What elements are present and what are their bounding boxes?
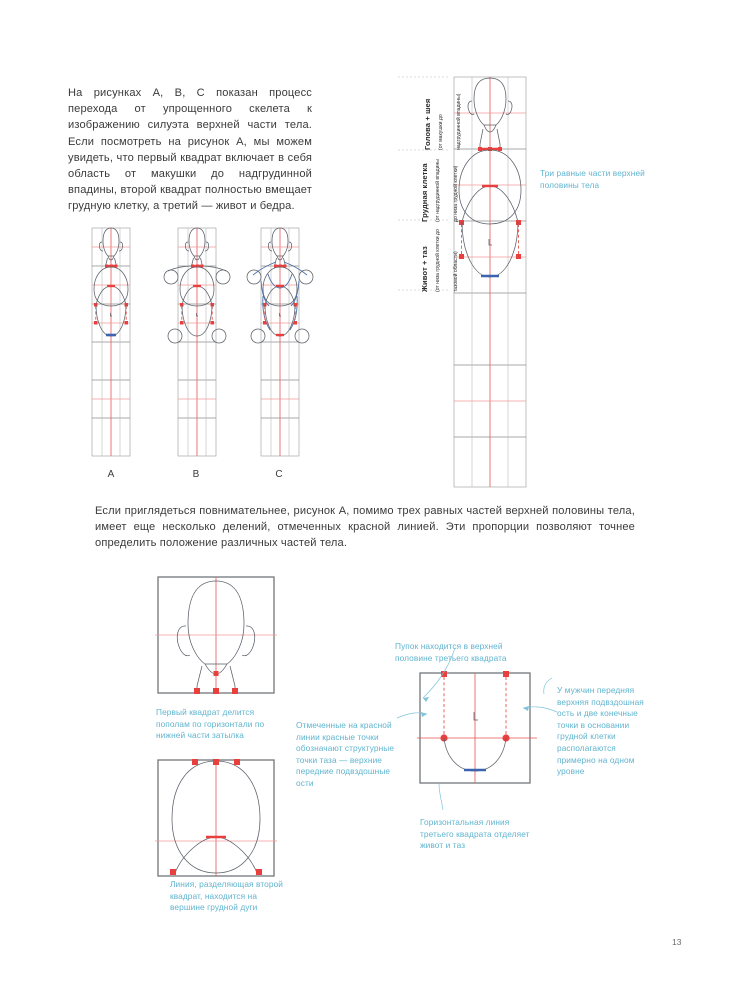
segment-subtitle: (от макушки до надгрудинной впадины) <box>438 93 462 150</box>
figure-a <box>78 226 144 474</box>
ribcage-square-figure <box>155 757 277 883</box>
segment-subtitle: (от надгрудинной впадины до низа грудной клетки) <box>435 159 459 222</box>
segment-subtitle: (от низа грудной клетки до тазовой области) <box>435 229 459 292</box>
segment-title: Грудная клетка <box>420 163 429 222</box>
segment-title: Живот + таз <box>420 246 429 292</box>
note-male-iliac: У мужчин передняя верхняя подвздошная ость и две конечные точки в основании грудной клетки располагаются примерно на одном уровне <box>557 685 644 777</box>
figure-letter-a: A <box>107 469 115 480</box>
segment-sublabel-head-neck <box>429 82 465 150</box>
figure-b <box>160 226 234 474</box>
segment-sublabel-ribcage <box>426 154 462 222</box>
note-navel: Пупок находится в верхней половине третьего квадрата <box>395 641 507 663</box>
middle-paragraph: Если приглядеться повнимательнее, рисунок А, помимо трех равных частей верхней половины тела, имеет еще несколько делений, отмеченных красной линией. Эти пропорции позволяют точнее определить положение различных частей тела. <box>95 505 635 550</box>
figure-letter-b: B <box>192 469 200 480</box>
ribcage-square-svg <box>155 757 277 883</box>
figure-a-svg <box>78 226 144 474</box>
segment-title: Голова + шея <box>423 98 432 150</box>
note-three-equal-parts: Три равные части верхней половины тела <box>540 168 645 190</box>
note-red-points: Отмеченные на красной линии красные точки обозначают структурные точки таза — верхние передние подвздошные ости <box>296 720 395 788</box>
page-number: 13 <box>672 937 682 947</box>
figure-letter-c: C <box>275 469 283 480</box>
note-first-square: Первый квадрат делится пополам по горизонтали по нижней части затылка <box>156 707 265 741</box>
figure-b-svg <box>160 226 234 474</box>
note-horizontal-line: Горизонтальная линия третьего квадрата отделяет живот и таз <box>420 817 530 851</box>
head-square-figure <box>155 574 277 702</box>
head-square-svg <box>155 574 277 702</box>
segment-sublabel-abdomen-pelvis <box>426 228 462 292</box>
figure-c <box>243 226 317 474</box>
intro-paragraph: На рисунках А, В, С показан процесс перехода от упрощенного скелета к изображению силуэта верхней части тела. Если посмотреть на рисунок А, мы можем увидеть, что первый квадрат включает в себя область от макушки до надгрудинной впадины, второй квадрат полностью вмещает грудную клетку, а третий — живот и бедра. <box>68 87 312 213</box>
figure-c-svg <box>243 226 317 474</box>
note-second-square: Линия, разделяющая второй квадрат, находится на вершине грудной дуги <box>170 879 284 913</box>
